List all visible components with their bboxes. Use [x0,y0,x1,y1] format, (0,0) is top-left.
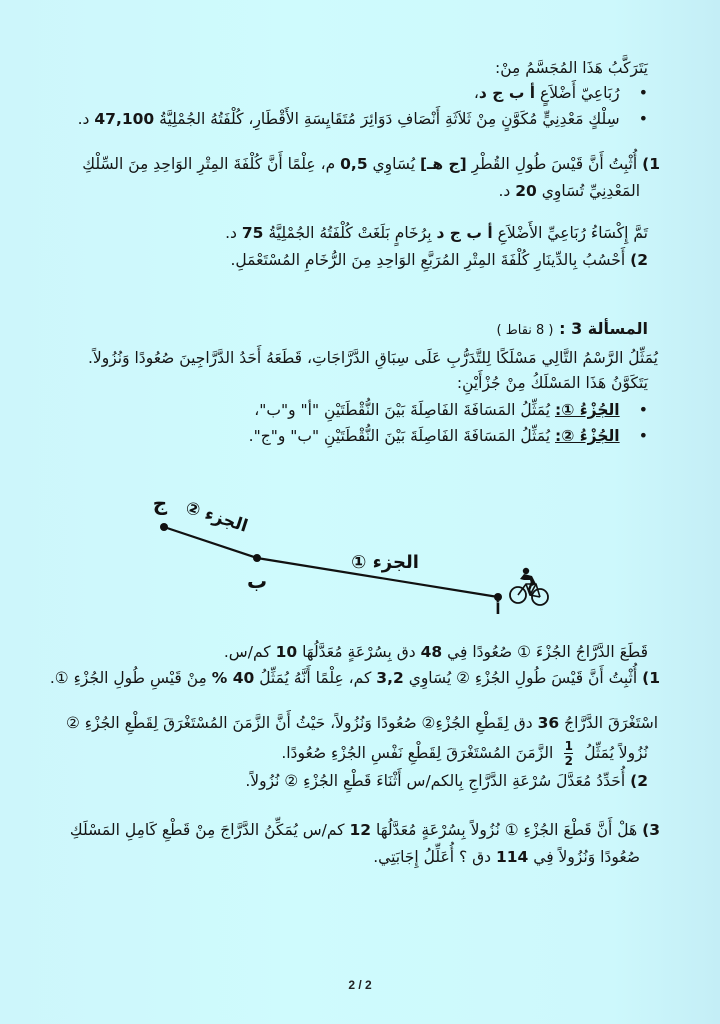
p2-question-1-line1 [82,153,660,175]
question-number: 1) [642,155,660,173]
part-2-statement-line1 [66,712,658,734]
text: كم، عِلْمًا أَنَّهُ يُمَثِّلُ [254,669,377,687]
points: ( 8 نقاط ) [496,323,554,338]
text: رُبَاعِيّ أَضْلاَعٍ [535,84,620,102]
part-2-definition [249,425,648,447]
text: دق ؟ أُعَلِّلُ إِجَابَتِي. [373,848,496,866]
cyclist-icon [510,568,548,605]
value: 3,2 [376,669,404,687]
value: 75 [241,224,264,242]
value: 48 [420,643,443,661]
question-number: 2) [630,772,648,790]
part-1-definition [254,399,648,421]
text: الزَّمَنَ المُسْتَغْرَقَ لِقَطْعِ نَفْسِ الجُزْءِ صُعُودًا. [281,744,554,762]
separator: : [553,319,572,338]
question-number: 3) [642,821,660,839]
point-b [253,554,261,562]
label-part-2: الجزء ② [182,497,251,537]
text: المَعْدِنِيِّ تُسَاوِي [536,182,640,200]
denominator: 2 [564,754,573,768]
value: 0,5 [340,155,368,173]
text: ، [473,84,479,102]
problem-3-intro-2: يَتَكَوَّنُ هَذَا المَسْلَكُ مِنْ جُزْأَيْنِ: [456,374,648,392]
label-point-a: أ [495,600,501,615]
value: 36 [537,714,560,732]
text: صُعُودًا وَنُزُولاً فِي [528,848,640,866]
problem-3-heading [497,318,649,342]
text: مِنْ قَيْسِ طُولِ الجُزْءِ ①. [49,669,212,687]
p3-question-3-line2 [373,846,640,868]
text: د. [77,110,95,128]
text: يُمَثِّلُ المَسَافَةَ الفَاصِلَةَ بَيْنَ النُّقْطَتَيْنِ "ب" و"ج". [248,427,556,445]
p2-question-1-line2 [498,180,640,202]
value: 12 [349,821,372,839]
component-wire [78,108,648,130]
value: 10 [275,643,298,661]
problem-title: المسألة 3 [571,319,648,338]
quad-name: أ ب ج د [436,224,493,242]
label-part-1: الجزء ① [351,552,419,573]
marble-statement [225,222,648,244]
p3-question-3-line1 [70,819,660,841]
label-point-b: ب [246,569,268,593]
text: بِرُخَامٍ بَلَغَتْ كُلْفَتُهُ الجُمْلِيَّةُ [263,224,437,242]
text: م، عِلْمًا أَنَّ كُلْفَةَ المِتْرِ الوَاحِدِ مِنَ السِّلْكِ [82,155,341,173]
point-c [160,523,168,531]
part-label: الجُزْءُ ②: [555,427,620,445]
label-point-c: ج [152,491,168,515]
text: دق لِقَطْعِ الجُزْءِ② صُعُودًا وَنُزُولاً، حَيْثُ أَنَّ الزَّمَنَ المُسْتَغْرَقَ لِقَطْعِ الجُزْءِ ② [65,714,538,732]
text: أُثْبِتُ أَنَّ قَيْسَ طُولِ الجُزْءِ ② يُسَاوِي [403,669,638,687]
numerator: 1 [564,739,573,753]
p2-question-2 [230,249,648,271]
text: قَطَعَ الدَّرَّاجُ الجُزْءَ ① صُعُودًا فِي [442,643,648,661]
page-number: 2 / 2 [348,978,372,992]
components-intro: يَتَرَكَّبُ هَذَا المُجَسَّمُ مِنْ: [494,59,648,77]
text: يُمَثِّلُ المَسَافَةَ الفَاصِلَةَ بَيْنَ النُّقْطَتَيْنِ "أ" و"ب"، [254,401,556,419]
part-2-statement-line2 [281,740,648,767]
segment-label: [ج هـ] [419,155,467,173]
text: تَمَّ إِكْسَاءُ رُبَاعِيِّ الأَضْلاَعِ [492,224,648,242]
value: 20 [515,182,537,200]
p3-question-2 [245,770,648,792]
text: سِلْكٍ مَعْدِنِيٍّ مُكَوَّنٍ مِنْ ثَلاَثَةِ أَنْصَافِ دَوَائِرَ مُتَقَايِسَةِ الأَقْطَارِ، كُلْفَتُهُ الجُمْلِيَّةُ [154,110,620,128]
fraction [564,740,573,767]
p3-question-1 [50,667,660,689]
text: اسْتَغْرَقَ الدَّرَّاجُ [559,714,658,732]
route-path [160,523,502,601]
value: 114 [495,848,529,866]
component-quadrilateral [474,82,648,104]
text: دق بِسُرْعَةٍ مُعَدَّلُهَا [297,643,421,661]
text: نُزُولاً يُمَثِّلُ [584,744,648,762]
quad-name: أ ب ج د [478,84,536,102]
route-diagram [140,480,570,615]
text: يُسَاوِي [367,155,420,173]
wire-cost: 47,100 [94,110,155,128]
text: هَلْ أَنَّ قَطْعَ الجُزْءِ ① نُزُولاً بِسُرْعَةٍ مُعَدَّلُهَا [371,821,638,839]
part-1-statement [224,641,648,663]
problem-3-intro-1: يُمَثِّلُ الرَّسْمُ التَّالِي مَسْلَكًا لِلتَّدَرُّبِ عَلَى سِبَاقِ الدَّرَّاجَاتِ، قَطَعَهُ أَحَدُ الدَّرَّاجِينَ صُعُودًا وَنُزُولاً. [87,349,658,367]
text: كم/س. [223,643,276,661]
question-number: 1) [642,669,660,687]
value: 40 % [211,669,255,687]
part-label: الجُزْءُ ①: [555,401,620,419]
text: د. [225,224,242,242]
text: د. [498,182,516,200]
question-number: 2) [630,251,648,269]
text: أُحَدِّدُ مُعَدَّلَ سُرْعَةِ الدَّرَّاجِ بِالكم/س أَثْنَاءَ قَطْعِ الجُزْءِ ② نُزُولاً. [245,772,626,790]
text: أَحْسُبُ بِالدِّينَارِ كُلْفَةَ المِتْرِ المُرَبَّعِ الوَاحِدِ مِنَ الرُّخَامِ المُسْتَعْمَلِ. [230,251,626,269]
text: كم/س يُمَكِّنُ الدَّرَّاجَ مِنْ قَطْعِ كَامِلِ المَسْلَكِ [69,821,350,839]
text: أُثْبِتُ أَنَّ قَيْسَ طُولِ القُطْرِ [466,155,638,173]
